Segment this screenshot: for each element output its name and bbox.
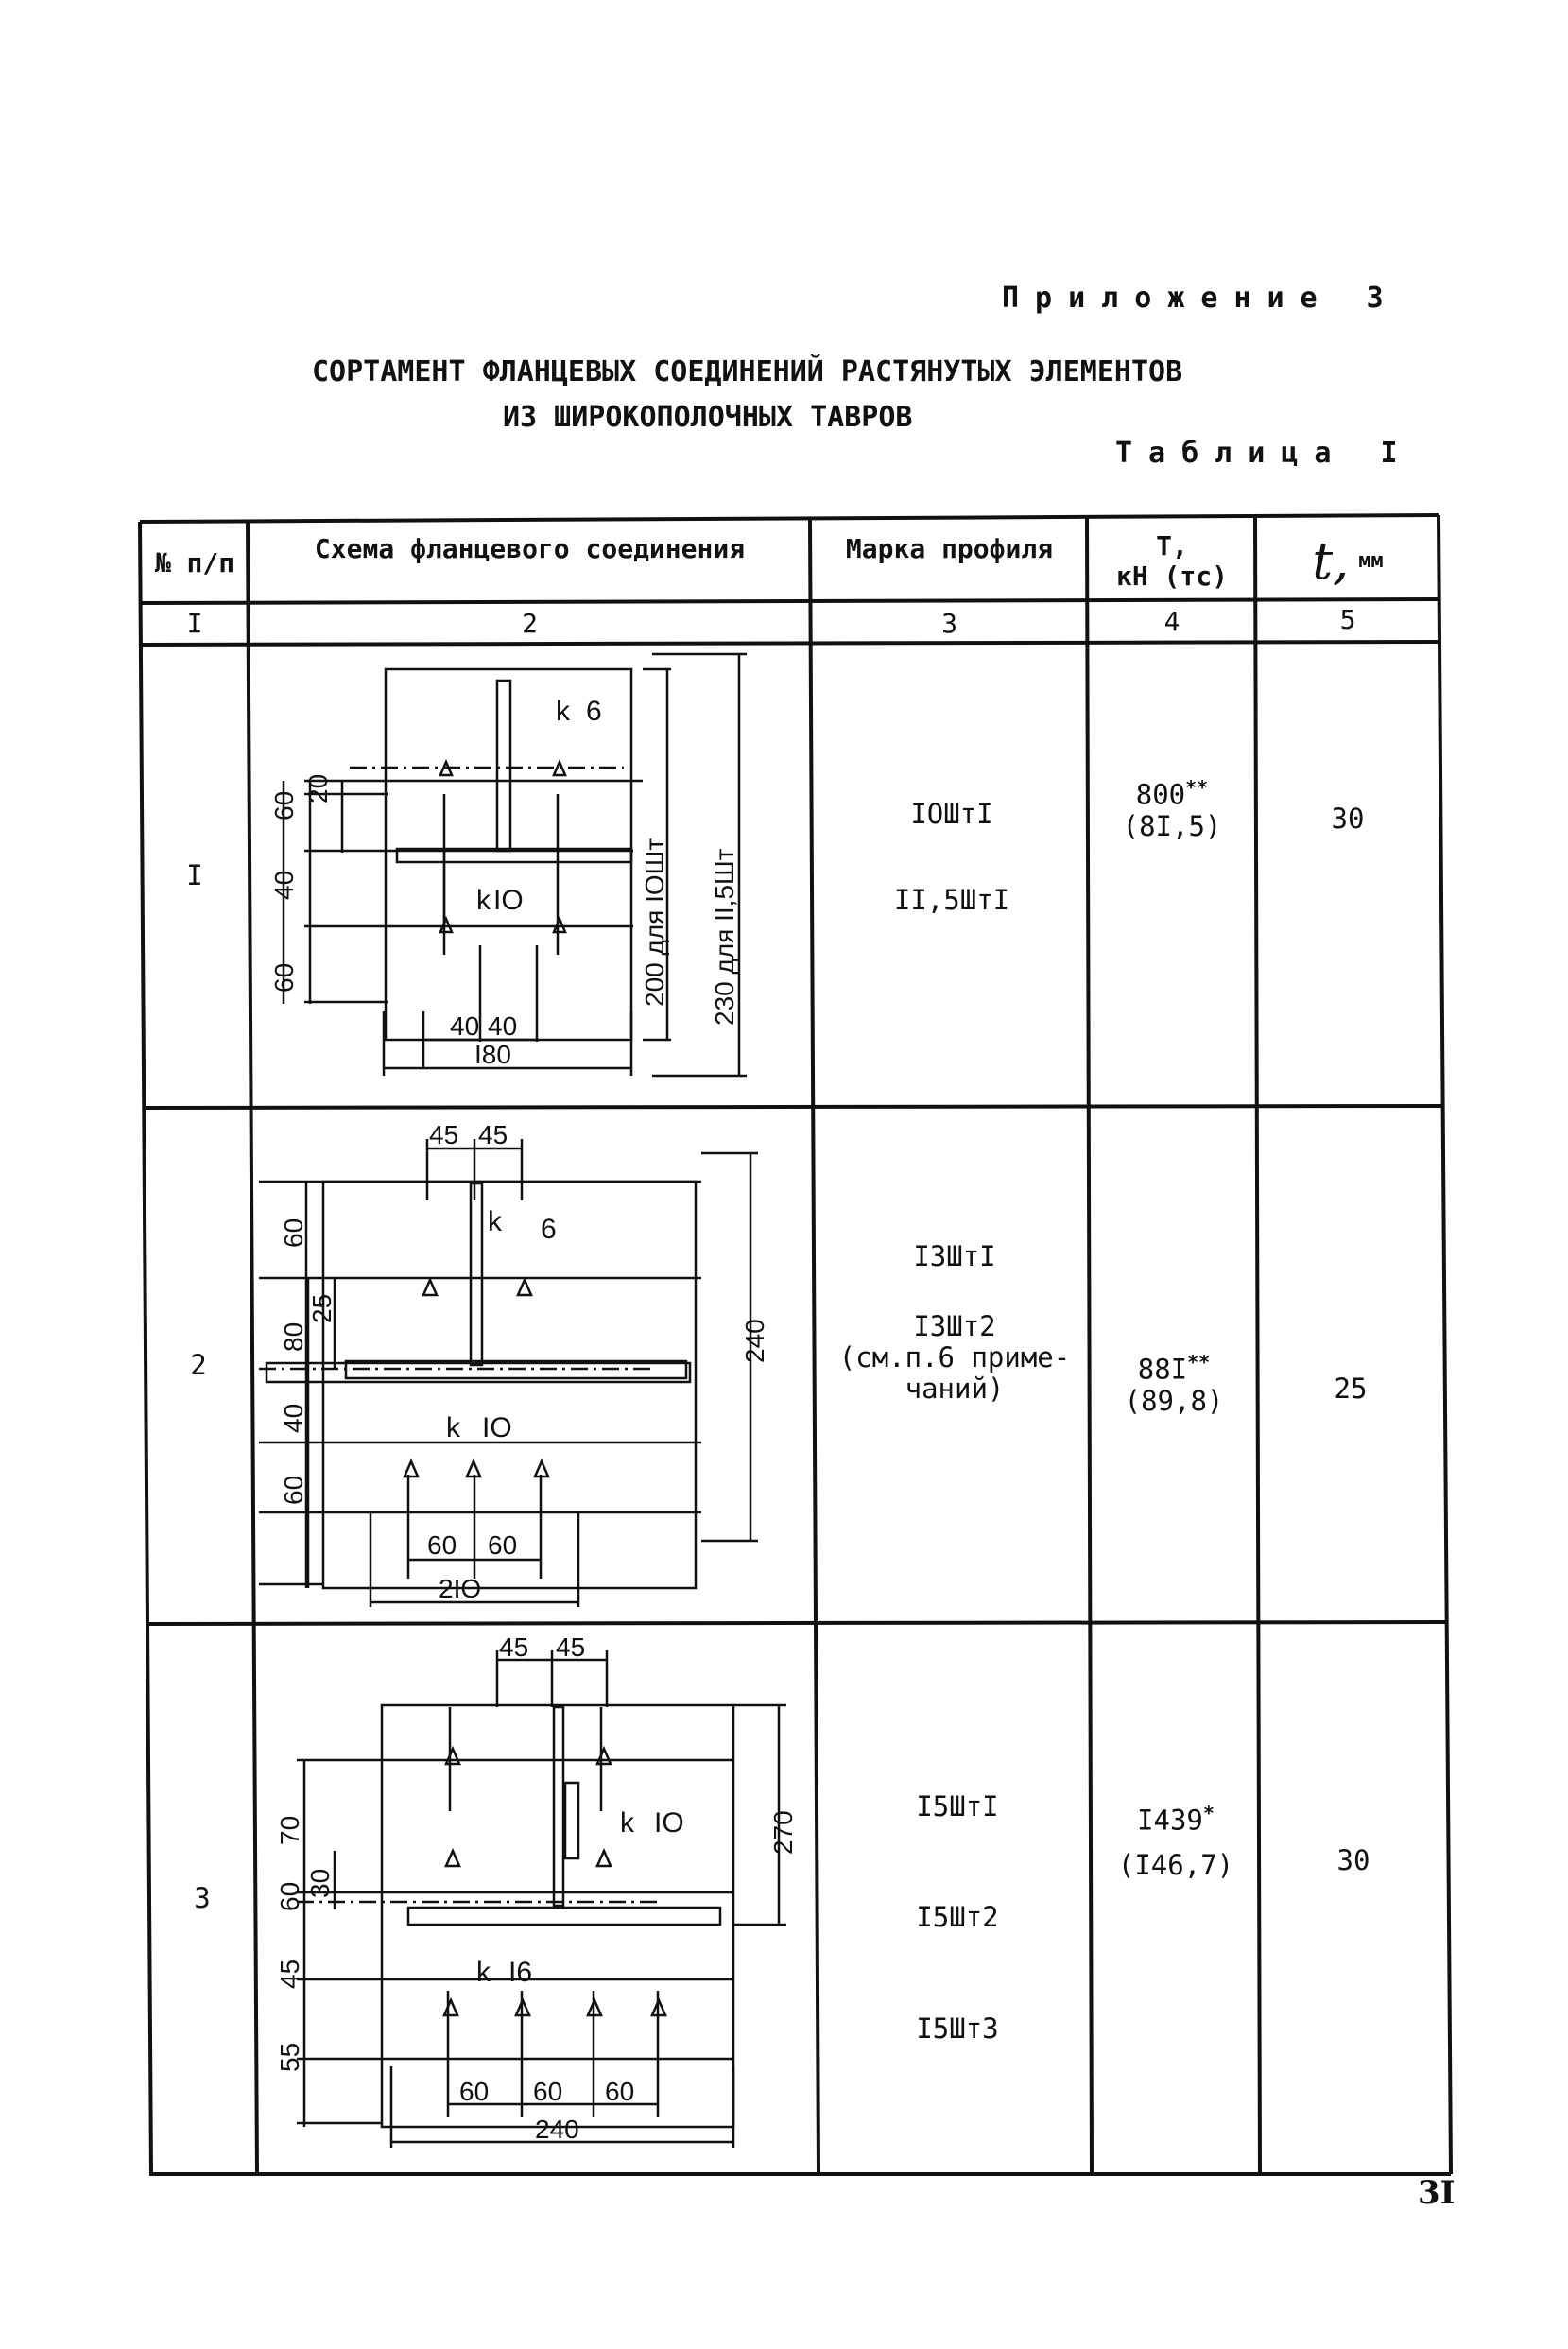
table-label: Таблица I [1115,437,1414,470]
profile: I5Шт2 [916,1901,999,1934]
profile-note: (см.п.6 приме- [838,1341,1071,1373]
dim-label: 230 для II,5Шт [710,848,739,1026]
dim-label: 60 [279,1218,308,1248]
row-3-scheme [261,1632,809,2172]
column-number-5: 5 [1339,603,1356,635]
dim-label: 45 [556,1632,586,1662]
profile: I3Шт2 [913,1309,996,1342]
weld-label: k [446,1412,460,1443]
row-1-force: 800** (8I,5) [1122,776,1222,843]
page-number: 3I [1418,2174,1456,2212]
profile: II,5ШтI [893,884,1010,916]
weld-size: 6 [586,696,602,727]
column-number-3: 3 [941,607,957,639]
dim-label: 200 для IОШт [640,838,669,1007]
profile: I5ШтI [916,1789,999,1822]
profile: IОШтI [910,797,993,830]
dim-label: 45 [499,1632,529,1662]
dim-label: 80 [279,1321,308,1352]
weld-size: IO [654,1807,684,1839]
dim-label: 60 [275,1881,304,1911]
profile: I5Шт3 [916,2012,999,2045]
dim-label: 60 [459,2077,490,2106]
dim-label: 45 [429,1120,459,1149]
row-2-force: 88I** (89,8) [1124,1351,1224,1418]
document-title-line1: СОРТАМЕНТ ФЛАНЦЕВЫХ СОЕДИНЕНИЙ РАСТЯНУТЫХ ЭЛЕМЕНТОВ [312,355,1183,389]
column-number-1: I [186,607,203,639]
dim-label: I80 [474,1040,511,1069]
dim-label: 240 [740,1319,769,1363]
header-number: № п/п [154,547,235,579]
row-3-thickness: 30 [1336,1844,1370,1877]
row-1-thickness: 30 [1331,803,1365,836]
weld-size: IO [482,1412,512,1443]
dim-label: 30 [305,1868,335,1898]
dim-label: 60 [488,1530,518,1560]
header-force: T, кН (тс) [1115,529,1228,592]
dim-label: 40 [269,870,299,900]
row-2-profiles [820,1110,1089,1622]
profile: I3ШтI [913,1240,996,1273]
row-1-number: I [186,859,203,892]
appendix-label: Приложение 3 [1002,282,1400,315]
column-number-2: 2 [522,607,538,639]
dim-label: 60 [533,2077,563,2106]
dim-label: 40 [450,1011,480,1041]
weld-size: IO [493,885,524,916]
dim-label: 20 [303,773,333,803]
weld-label: k [476,1957,491,1988]
weld-label: k [488,1206,502,1237]
header-thickness: t, мм [1312,530,1384,591]
row-3-force: I439* (I46,7) [1117,1802,1234,1882]
row-1-scheme [255,652,803,1106]
weld-size: 6 [541,1214,557,1245]
dim-label: 45 [275,1959,304,1989]
dim-label: 70 [275,1815,304,1845]
row-2-thickness: 25 [1334,1373,1368,1406]
weld-label: k [556,696,570,727]
dim-label: 40 [279,1403,308,1433]
dim-label: 270 [768,1810,798,1855]
dim-label: 60 [269,962,299,993]
row-3-number: 3 [194,1882,211,1915]
column-number-4: 4 [1163,605,1180,637]
row-2-number: 2 [190,1349,207,1382]
weld-label: k [620,1807,634,1839]
row-2-scheme [257,1115,805,1622]
weld-label: k [476,885,491,916]
header-profile: Марка профиля [845,533,1054,565]
dim-label: 240 [535,2115,579,2144]
dim-label: 45 [478,1120,508,1149]
profile-note: чаний) [905,1373,1005,1406]
row-1-profiles [817,647,1087,1106]
dim-label: 25 [307,1293,336,1323]
dim-label: 40 [488,1011,518,1041]
dim-label: 60 [605,2077,635,2106]
document-title-line2: ИЗ ШИРОКОПОЛОЧНЫХ ТАВРОВ [503,401,913,434]
dim-label: 60 [427,1530,457,1560]
dim-label: 2IO [439,1574,482,1603]
dim-label: 55 [275,2042,304,2072]
header-scheme: Схема фланцевого соединения [314,533,746,565]
weld-size: I6 [508,1957,533,1988]
dim-label: 60 [279,1475,308,1505]
row-3-profiles [824,1626,1091,2172]
dim-label: 60 [269,790,299,820]
